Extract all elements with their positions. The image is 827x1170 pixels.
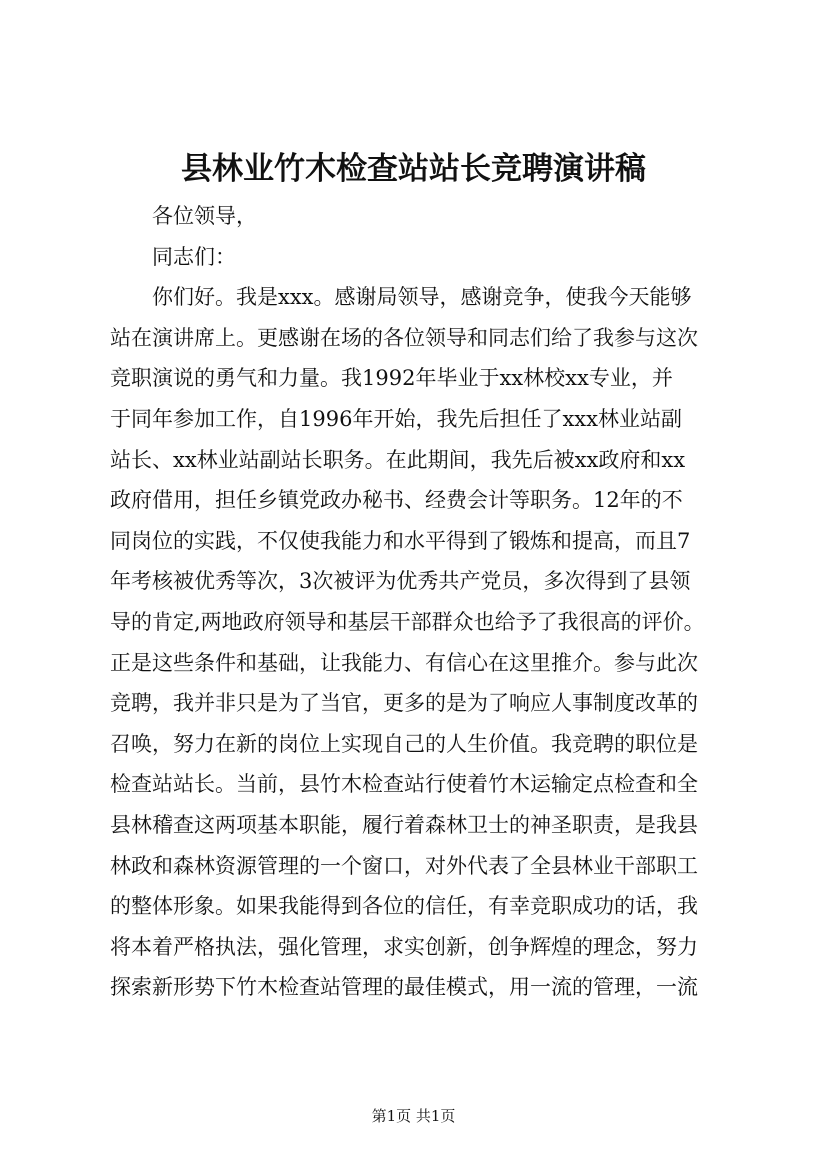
paragraph-line: 将本着严格执法，强化管理，求实创新，创争辉煌的理念，努力	[110, 934, 698, 959]
greeting-line-2: 同志们：	[152, 244, 236, 269]
paragraph-line: 于同年参加工作，自1996年开始，我先后担任了xxx林业站副	[110, 406, 682, 431]
paragraph-line: 林政和森林资源管理的一个窗口，对外代表了全县林业干部职工	[110, 853, 698, 878]
paragraph-line: 检查站站长。当前，县竹木检查站行使着竹木运输定点检查和全	[110, 772, 698, 797]
greeting-line-1: 各位领导，	[152, 204, 257, 228]
page-footer: 第1页 共1页	[371, 1107, 456, 1125]
paragraph-line: 探索新形势下竹木检查站管理的最佳模式，用一流的管理，一流	[110, 975, 698, 1000]
paragraph-line: 站长、xx林业站副站长职务。在此期间，我先后被xx政府和xx	[110, 447, 686, 472]
paragraph-line: 竞职演说的勇气和力量。我1992年毕业于xx林校xx专业，并	[110, 366, 673, 391]
paragraph-line: 县林稽查这两项基本职能，履行着森林卫士的神圣职责，是我县	[110, 812, 698, 837]
paragraph-line: 你们好。我是xxx。感谢局领导，感谢竞争，使我今天能够	[152, 285, 692, 310]
paragraph-line: 召唤，努力在新的岗位上实现自己的人生价值。我竞聘的职位是	[110, 731, 698, 756]
paragraph-line: 的整体形象。如果我能得到各位的信任，有幸竞职成功的话，我	[110, 894, 698, 919]
document-title: 县林业竹木检查站站长竞聘演讲稿	[181, 151, 646, 187]
paragraph-line: 站在演讲席上。更感谢在场的各位领导和同志们给了我参与这次	[110, 325, 698, 350]
paragraph-line: 同岗位的实践，不仅使我能力和水平得到了锻炼和提高，而且7	[110, 528, 691, 553]
paragraph-line: 政府借用，担任乡镇党政办秘书、经费会计等职务。12年的不	[110, 488, 683, 513]
paragraph-line: 导的肯定,两地政府领导和基层干部群众也给予了我很高的评价。	[110, 609, 705, 634]
paragraph-line: 竞聘，我并非只是为了当官，更多的是为了响应人事制度改革的	[110, 691, 698, 716]
document-body	[110, 196, 730, 1008]
paragraph-line: 正是这些条件和基础，让我能力、有信心在这里推介。参与此次	[110, 650, 698, 675]
paragraph-line: 年考核被优秀等次，3次被评为优秀共产党员，多次得到了县领	[110, 569, 691, 594]
